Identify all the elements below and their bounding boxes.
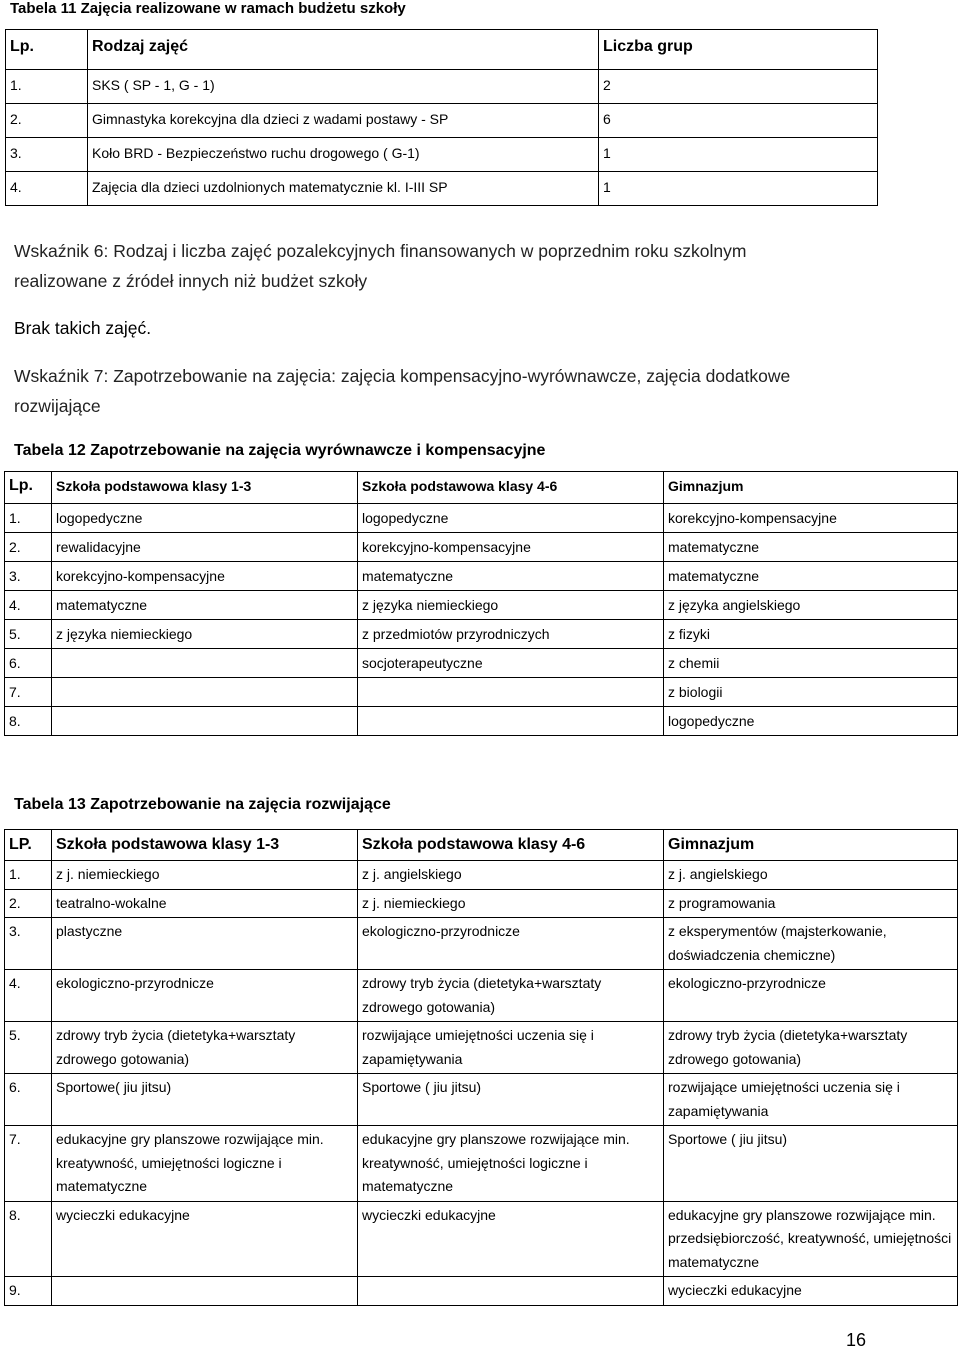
table12-cell [52,649,358,678]
table11-caption: Tabela 11 Zajęcia realizowane w ramach budżetu szkoły [10,0,406,17]
table11-cell: 4. [6,172,88,206]
table13-cell [52,1277,358,1306]
table12-cell: matematyczne [664,562,958,591]
table11-header-count: Liczba grup [599,30,878,70]
table-row [5,620,958,649]
table12-cell: 7. [5,678,52,707]
page-number: 16 [846,1330,867,1350]
table12-header-lp: Lp. [5,472,52,504]
table13-cell: zdrowy tryb życia (dietetyka+warsztaty zdrowego gotowania) [52,1022,358,1074]
table-row [5,649,958,678]
table13-cell: z j. niemieckiego [358,889,664,918]
table13-cell: 8. [5,1201,52,1277]
table12-cell: z biologii [664,678,958,707]
table-row [5,1126,958,1202]
table11-cell: 2. [6,104,88,138]
table12-cell: socjoterapeutyczne [358,649,664,678]
table12-cell: korekcyjno-kompensacyjne [52,562,358,591]
table11-cell: 3. [6,138,88,172]
table12-cell: matematyczne [52,591,358,620]
table12-cell: korekcyjno-kompensacyjne [664,504,958,533]
table11-cell: 6 [599,104,878,138]
table13-cell: Sportowe( jiu jitsu) [52,1074,358,1126]
wskaznik7-line2: rozwijające [14,396,101,416]
wskaznik6-line2: realizowane z źródeł innych niż budżet szkoły [14,271,368,291]
table11-header-lp: Lp. [6,30,88,70]
table12-cell: z fizyki [664,620,958,649]
table12-cell [52,678,358,707]
table12-header-sp46: Szkoła podstawowa klasy 4-6 [358,472,664,504]
table-row [6,138,878,172]
table12-cell: z języka niemieckiego [52,620,358,649]
table12-cell: 6. [5,649,52,678]
table11-cell: SKS ( SP - 1, G - 1) [88,70,599,104]
wskaznik7-line1: Wskaźnik 7: Zapotrzebowanie na zajęcia: zajęcia kompensacyjno-wyrównawcze, zajęcia dodatkowe [14,366,791,386]
table12-cell: z języka niemieckiego [358,591,664,620]
table13-cell: z j. niemieckiego [52,861,358,890]
table-row [5,889,958,918]
table12-header-sp13: Szkoła podstawowa klasy 1-3 [52,472,358,504]
table13-cell: 3. [5,918,52,970]
table12-cell: korekcyjno-kompensacyjne [358,533,664,562]
table11-cell: 1 [599,172,878,206]
table-row [5,562,958,591]
table13-cell: teatralno-wokalne [52,889,358,918]
table-row [5,533,958,562]
table-row [5,1277,958,1306]
table13-header-lp: LP. [5,830,52,861]
table-row [5,861,958,890]
table12-cell: matematyczne [664,533,958,562]
table-row [5,918,958,970]
table11-header-type: Rodzaj zajęć [88,30,599,70]
table12 [4,471,958,736]
table-row [6,104,878,138]
table13-cell: zdrowy tryb życia (dietetyka+warsztaty zdrowego gotowania) [664,1022,958,1074]
table11-cell: 2 [599,70,878,104]
table12-cell: logopedyczne [664,707,958,736]
table13-cell: 9. [5,1277,52,1306]
table12-cell [52,707,358,736]
table13-cell: z eksperymentów (majsterkowanie, doświadczenia chemiczne) [664,918,958,970]
table12-cell [358,678,664,707]
table13-cell: Sportowe ( jiu jitsu) [358,1074,664,1126]
table13-cell: wycieczki edukacyjne [52,1201,358,1277]
table13-cell: z programowania [664,889,958,918]
table13-cell: 7. [5,1126,52,1202]
table13-cell: 4. [5,970,52,1022]
table12-cell: 2. [5,533,52,562]
table-row [5,1022,958,1074]
table13-cell: ekologiczno-przyrodnicze [52,970,358,1022]
table13-cell: plastyczne [52,918,358,970]
table11-cell: 1. [6,70,88,104]
table-row [5,591,958,620]
table-row [5,678,958,707]
table13-cell: 1. [5,861,52,890]
table11 [5,29,878,206]
table13-cell: edukacyjne gry planszowe rozwijające min. kreatywność, umiejętności logiczne i matematyczne [52,1126,358,1202]
table13 [4,829,958,1306]
table13-cell: 5. [5,1022,52,1074]
table13-cell: z j. angielskiego [664,861,958,890]
table-row [5,707,958,736]
table11-cell: Gimnastyka korekcyjna dla dzieci z wadami postawy - SP [88,104,599,138]
table-row [6,172,878,206]
table13-header-sp46: Szkoła podstawowa klasy 4-6 [358,830,664,861]
table12-caption: Tabela 12 Zapotrzebowanie na zajęcia wyrównawcze i kompensacyjne [14,442,546,459]
table-row [5,1201,958,1277]
table12-cell: logopedyczne [52,504,358,533]
table12-cell: 3. [5,562,52,591]
table13-cell: edukacyjne gry planszowe rozwijające min. kreatywność, umiejętności logiczne i matematyczne [358,1126,664,1202]
table-row [5,504,958,533]
table-row [5,1074,958,1126]
table11-cell: 1 [599,138,878,172]
table13-cell: wycieczki edukacyjne [664,1277,958,1306]
table12-header-gim: Gimnazjum [664,472,958,504]
table13-caption: Tabela 13 Zapotrzebowanie na zajęcia rozwijające [14,796,391,813]
table13-header-gim: Gimnazjum [664,830,958,861]
wskaznik6-heading [14,236,746,296]
table12-cell: logopedyczne [358,504,664,533]
wskaznik6-answer: Brak takich zajęć. [14,318,152,338]
table12-cell: z języka angielskiego [664,591,958,620]
table13-cell: z j. angielskiego [358,861,664,890]
table13-cell: 6. [5,1074,52,1126]
table13-header-sp13: Szkoła podstawowa klasy 1-3 [52,830,358,861]
table13-cell: zdrowy tryb życia (dietetyka+warsztaty zdrowego gotowania) [358,970,664,1022]
table12-cell [358,707,664,736]
table13-cell: ekologiczno-przyrodnicze [358,918,664,970]
table12-cell: z przedmiotów przyrodniczych [358,620,664,649]
table13-cell: rozwijające umiejętności uczenia się i zapamiętywania [358,1022,664,1074]
table12-cell: matematyczne [358,562,664,591]
table12-cell: rewalidacyjne [52,533,358,562]
table13-cell [358,1277,664,1306]
table11-cell: Koło BRD - Bezpieczeństwo ruchu drogowego ( G-1) [88,138,599,172]
table13-cell: wycieczki edukacyjne [358,1201,664,1277]
table13-cell: edukacyjne gry planszowe rozwijające min. przedsiębiorczość, kreatywność, umiejętności matematyczne [664,1201,958,1277]
table13-cell: rozwijające umiejętności uczenia się i zapamiętywania [664,1074,958,1126]
wskaznik6-line1: Wskaźnik 6: Rodzaj i liczba zajęć pozalekcyjnych finansowanych w poprzednim roku szkolnym [14,241,747,261]
table12-cell: 4. [5,591,52,620]
table13-cell: 2. [5,889,52,918]
table11-cell: Zajęcia dla dzieci uzdolnionych matematycznie kl. I-III SP [88,172,599,206]
table12-cell: 1. [5,504,52,533]
table12-cell: 8. [5,707,52,736]
table-row [5,970,958,1022]
table-row [6,70,878,104]
table12-cell: z chemii [664,649,958,678]
table13-cell: Sportowe ( jiu jitsu) [664,1126,958,1202]
table13-cell: ekologiczno-przyrodnicze [664,970,958,1022]
table12-cell: 5. [5,620,52,649]
wskaznik7-heading [14,361,790,421]
